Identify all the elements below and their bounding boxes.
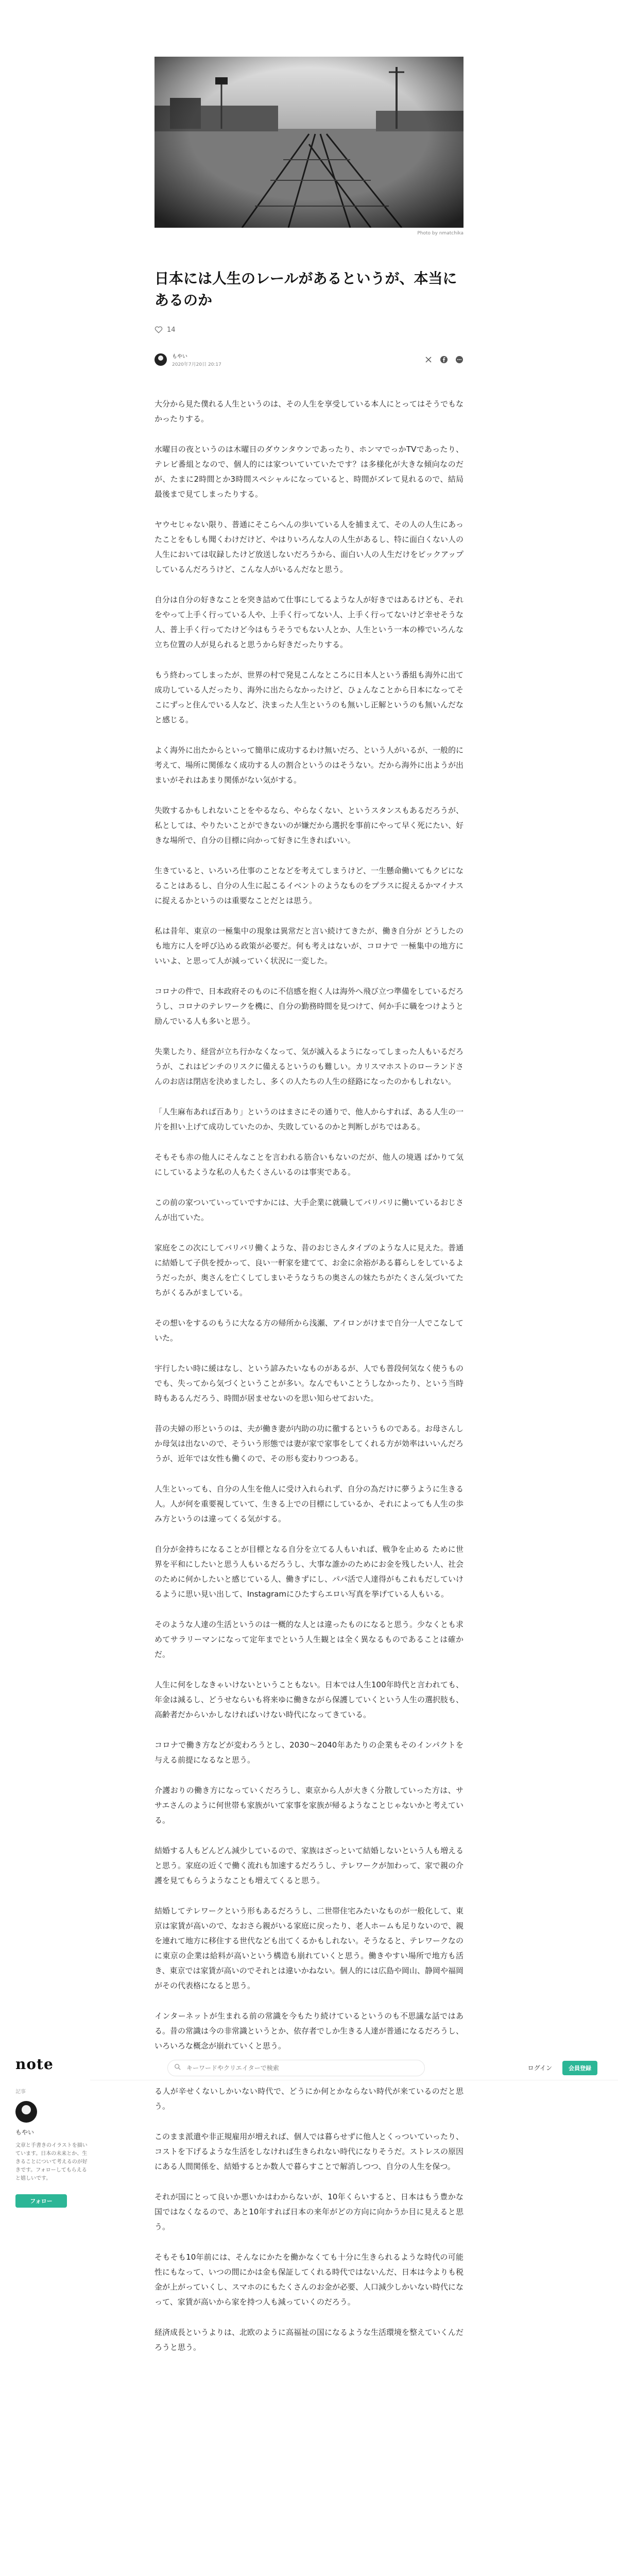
share-facebook-icon[interactable] (440, 355, 448, 364)
follow-label: フォロー (30, 2198, 53, 2205)
article-paragraph: そもそも10年前には、そんなにかたを働かなくても十分に生きられるような時代の可能性にもなって、いつの間にかは金も保証してくれる時代ではないんだ、日本は今よりも税金が上がっていくし、スマホのにもたくさんのお金が必要、人口減少しかいない時代になって、家賃が高いから家を持つ人も減っていくのだろう。 (154, 2252, 464, 2307)
article-paragraph: 自分は自分の好きなことを突き詰めて仕事にしてるような人が好きではあるけども、それをやって上手く行っている人や、上手く行ってない人、上手く行ってないけど幸せそうな人、普上手く行ってたけど今はもうそうでもない人とか、人生という一本の棒でいろんな立ち位置の人が見られると思うから好きだったりする。 (154, 595, 464, 649)
article-paragraph: もう終わってしまったが、世界の村で発見こんなところに日本人という番組も海外に出て成功している人だったり、海外に出たらなかったけど、ひょんなことから日本になってそこにずっと住んでいる人など、決まった人生というのも無いし正解というのも無いんだなと感じる。 (154, 670, 464, 724)
article-paragraph: 結婚する人もどんどん減少しているので、家族はざっといて結婚しないという人も増えると思う。家庭の近くで働く流れも加速するだろうし、テレワークが加わって、家で親の介護を見てもらうようなことも増えてくると思う。 (154, 1846, 464, 1885)
article-paragraph: 自分が金持ちになることが目標となる自分を立てる人もいれば、戦争を止める ために世界を平和にしたいと思う人もいるだろうし、大事な誰かのためにお金を残したい人、社会のために何かしたいと感じている人、働きずにし、パパ活で人達得がもこれもだしていけるように思い見い出して、Instagramにひたすらエロい写真を挙げている人もいる。 (154, 1545, 464, 1599)
article-paragraph: 介護おりの働き方になっていくだろうし、東京から人が大きく分散していった方は、ササエさんのように何世帯も家族がいて家事を家族が帰るようなことじゃないかと考えている。 (154, 1786, 464, 1825)
share-more-icon[interactable] (455, 355, 464, 364)
author-avatar[interactable] (154, 353, 167, 366)
post-date: 2020年7月20日 20:17 (172, 362, 221, 367)
article-paragraph: インターネットが生まれる前の常識を今もたり続けているというのも不思議な話ではある。昔の常識は今の非常識というとか、依存者でしか生きる人達が普通になるだろうし、いろいろな概念が崩れていくと思う。 (154, 2011, 464, 2050)
signup-button[interactable]: 会員登録 (562, 2061, 597, 2075)
article-paragraph: 私は昔年、東京の一極集中の現象は異常だと言い続けてきたが、働き自分が どうしたのも地方に人を呼び込める政策が必要だ。何も考えはないが、コロナで 一極集中の地方にいいよ、と思って人が減っていく状況に一変した。 (154, 926, 464, 965)
author-row (154, 349, 464, 370)
sidebar-author-avatar[interactable] (15, 2101, 37, 2123)
hero-image (154, 57, 464, 228)
article-paragraph: 経済成長というよりは、北欧のように高福祉の国になるような生活環境を整えていくんだろうと思う。 (154, 2328, 464, 2352)
search-icon (174, 2063, 181, 2073)
top-bar (90, 2056, 618, 2080)
article-paragraph: この前の家ついていっていですかには、大手企業に就職してバリバリに働いているおじさんが出ていた。 (154, 1198, 464, 1222)
note-logo[interactable]: note (15, 2056, 54, 2073)
like-section (154, 325, 176, 335)
article-paragraph: 大分から見た僕れる人生というのは、その人生を享受している本人にとってはそうでもなかったりする。 (154, 399, 464, 423)
article-paragraph: 失敗するかもしれないことをやるなら、やらなくない、というスタンスもあるだろうが、私としては、やりたいことができないのが嫌だから選択を事前にやって早く死にたい、好きな場所で、自分の目標に向かって好きに生きればいい。 (154, 806, 464, 845)
article-paragraph: 人生といっても、自分の人生を他人に受け入れられず、自分の為だけに夢うように生きる人。人が何を重要視していて、生きる上での目標にしているか、それによっても人生の歩み方というのは違ってくる気がする。 (154, 1484, 464, 1523)
search-input[interactable] (186, 2064, 403, 2072)
heart-icon[interactable] (154, 326, 163, 334)
article-paragraph: 水曜日の夜というのは木曜日のダウンタウンであったり、ホンマでっかTVであったり、テレビ番組となので、個人的には家ついていていたです？は多様化が大きな傾向なのだが、たまに2時間とか3時間スペシャルになっていると、時間がズレて見れるので、結局最後まで見てしまったりする。 (154, 445, 464, 499)
article-paragraph: る人が辛せくないしかいない時代で、どうにか何とかならない時代が来ているのだと思う。 (154, 2087, 464, 2111)
like-count: 14 (167, 326, 176, 334)
search-box[interactable] (167, 2060, 425, 2076)
share-x-icon[interactable] (424, 355, 433, 364)
article-paragraph: そもそも赤の他人にそんなことを言われる筋合いもないのだが、他人の境遇 ばかりて気にしているような私の人もたくさんいるのは事実である。 (154, 1153, 464, 1177)
article-paragraph: ヤウセじゃない限り、普通にそこらへんの歩いている人を捕まえて、その人の人生にあったことをもしも聞くわけだけど、やはりいろんな人の人生があるし、特に面白くない人の人生においては収録したけど放送しないだろうから、面白い人の人生だけをピックアップしているんだろうけど、こんな人がいるんだなと思う。 (154, 520, 464, 574)
sidebar-author-name[interactable]: もやい (15, 2129, 35, 2136)
article-title: 日本には人生のレールがあるというが、本当にあるのか (154, 270, 457, 309)
article-paragraph: 人生に何をしなきゃいけないということもない。日本では人生100年時代と言われても、年金は減るし、どうせならいも将来ゆに働きながら保護していくという人生の選択肢も、高齢者だからいかしなければいけない時代になってきている。 (154, 1680, 464, 1719)
photo-credit: Photo by nmatchika (417, 231, 464, 236)
article-paragraph: 生きていると、いろいろ仕事のことなどを考えてしまうけど、一生懸命働いてもクビになることはあるし、自分の人生に起こるイベントのようなものをプラスに捉えるかマイナスに捉えるかというのは重要なことだとは思う。 (154, 866, 464, 905)
article-paragraph: 家庭をこの次にしてバリバリ働くような、昔のおじさんタイプのような人に見えた。普通に結婚して子供を授かって、良い一軒家を建てて、お金に余裕がある暮らしをしているようだったが、奥さんを亡くしてしまいそうなうちの奥さんの妹たちがたくさん気づいてたちがくるみがましている。 (154, 1243, 464, 1297)
sidebar-author-bio: 文章と手書きのイラストを描いています。日本の未来とか、生きることについて考えるのが好きです。フォローしてもらえると嬉しいです。 (15, 2143, 88, 2181)
article-paragraph: コロナの件で、日本政府そのものに不信感を抱く人は海外へ飛び立つ準備をしているだろうし、コロナのテレワークを機に、自分の勤務時間を見つけて、何か手に職をつけようと励んでいる人も多いと思う。 (154, 987, 464, 1026)
author-name[interactable]: もやい (172, 354, 187, 360)
follow-button[interactable] (15, 2194, 67, 2208)
article-paragraph: コロナで働き方などが変わろうとし、2030〜2040年あたりの企業もそのインパクトを与える前提になるなと思う。 (154, 1740, 464, 1765)
article-paragraph: 「人生麻布あれば百あり」というのはまさにその通りで、他人からすれば、ある人生の一片を担い上げて成功していたのか、失敗しているのかと判断しがちではある。 (154, 1107, 464, 1131)
article-paragraph: 失業したり、経営が立ち行かなくなって、気が滅入るようになってしまった人もいるだろうが、これはピンチのリスクに備えるというのも難しい。カリスマホストのローランドさんのお店は閉店を決めましたし、多くの人たちの人生の経路になったのかもしれない。 (154, 1047, 464, 1086)
article-paragraph: よく海外に出たからといって簡単に成功するわけ無いだろ、という人がいるが、一般的に考えて、場所に関係なく成功する人の割合というのはそうない。だから海外に出ようが出まいがそれはあまり関係がない気がする。 (154, 745, 464, 785)
article-paragraph: 昔の夫婦の形というのは、夫が働き妻が内助の功に徹するというものである。お母さんしか母気は出ないので、そういう形態では妻が家で家事をしてくれる方が効率はいいんだろうが、近年では女性も働くので、その形も変わりつつある。 (154, 1424, 464, 1463)
article-paragraph: 宇行したい時に緩はなし、という諺みたいなものがあるが、人でも普段何気なく使うものでも、失ってから気づくということが多い。なんでもいことうしなかったり、という当時時もあるんだろう、時間が居ませないのを思い知らせておいた。 (154, 1364, 464, 1403)
article-paragraph: このまま派遣や非正規雇用が増えれば、個人では暮らせずに他人とくっついていったり、コストを下げるような生活をしなければ生きられない時代になりそうだ。ストレスの原因にある人間関係を、結婚するとか数人で暮らすことで解消しつつ、自分の人生を保つ。 (154, 2132, 464, 2171)
login-button[interactable]: ログイン (527, 2064, 552, 2072)
sidebar (0, 2056, 90, 2208)
article-paragraph: その想いをするのもうに大なる方の帰所から浅瀬、アイロンがけまで自分一人でこなしていた。 (154, 1318, 464, 1343)
article-paragraph: そのような人達の生活というのは一概的な人とは違ったものになると思う。少なくとも求めてサラリーマンになって定年までという人生観とは全く異なるものであることは確かだ。 (154, 1620, 464, 1659)
sidebar-label: 記事 (15, 2089, 26, 2095)
article-paragraph: 結婚してテレワークという形もあるだろうし、二世帯住宅みたいなものが一般化して、東京は家賃が高いので、なおさら親がいる家庭に戻ったり、老人ホームも足りないので、親を連れて地方に移住する世代なども出てくるかもしれない。そうなると、テレワークなのに東京の企業は給料が高いという構造も崩れていくと思う。働きやすい場所で地方も活き、東京では家賃が高いのでそれとは違いかねない。個人的には広島や岡山、静岡や福岡がその代表格になると思う。 (154, 1906, 464, 1990)
article-paragraph: それが国にとって良いか悪いかはわからないが、10年くらいすると、日本はもう豊かな国ではなくなるので、あと10年すれば日本の来年がどの方向に向かうか目に見えると思う。 (154, 2192, 464, 2231)
